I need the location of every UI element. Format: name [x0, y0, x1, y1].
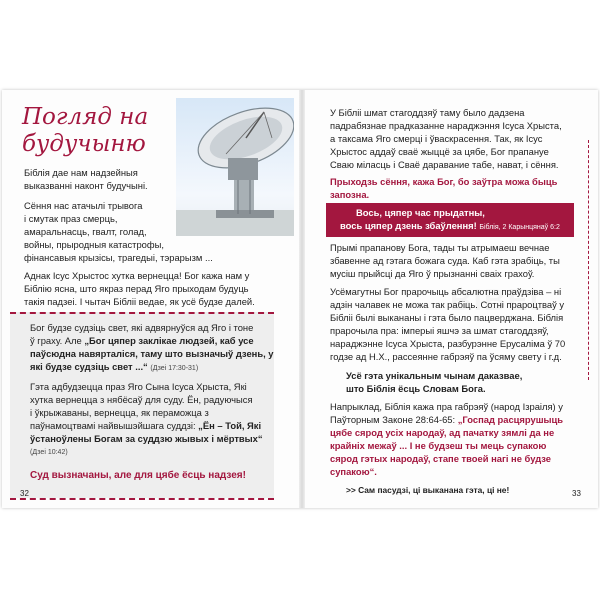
- p1-line-3: а таксама Яго смерці і ўваскрасення. Так, як Ісус: [330, 133, 543, 144]
- p4-line-1: Усё гэта унікальным чынам даказвае,: [346, 370, 523, 381]
- box-line-5: Гэта адбудзецца праз Яго Сына Ісуса Хрыста, Які: [30, 381, 247, 392]
- p1-line-1: У Бібліі шмат стагоддзяў таму было дадзена: [330, 107, 525, 118]
- p2-line-2: збавенне ад гэтага божага суда. Каб гэта зрабіць, ты: [330, 255, 560, 266]
- box-line-6: хутка вернецца з нябёсаў для суду. Ён, радуючыся: [30, 394, 253, 405]
- box-reference-2: (Дзеі 10:42): [30, 449, 68, 456]
- p1-line-4: Хрыстос аддаў сваё жыццё за цябе, Бог прапануе: [330, 146, 549, 157]
- box-line-7: і ўкрыжаваны, вернецца, як пераможца з: [30, 407, 209, 418]
- box-line-2-text: ў граху. Але: [30, 335, 85, 346]
- box-line-2-quote: „Бог цяпер заклікае людзей, каб усе: [84, 335, 254, 346]
- box-line-1: Бог будзе судзіць свет, які адвярнуўся ад Яго і тоне: [30, 322, 254, 333]
- p3-line-2: адзін чалавек не можа так рабіць. Сотні прароцтваў у: [330, 299, 565, 310]
- box-line-4-quote: які будзе судзіць свет ...“: [30, 361, 148, 372]
- call-line-1: Прыходзь сёння, кажа Бог, бо заўтра можа быць: [330, 176, 558, 187]
- p3-line-3: Бібліі былі выкананы і гэта было пацверджана. Біблія: [330, 312, 564, 323]
- para-line-1: Аднак Ісус Хрыстос хутка вернецца! Бог кажа нам у: [24, 270, 250, 281]
- verse-line-1: Вось, цяпер час прыдатны,: [356, 207, 485, 218]
- p5-line-1: Напрыклад, Біблія кажа пра габрэяў (народ Ізраіля) у: [330, 401, 563, 412]
- quote-box-top-border: [10, 312, 274, 314]
- book-gutter: [299, 90, 305, 508]
- verse-reference: Біблія, 2 Карынцянаў 6:2: [479, 224, 560, 231]
- list-line-3: амаральнасць, гвалт, голад,: [24, 226, 147, 237]
- title-line-2: будучыню: [22, 131, 146, 157]
- box-reference-1: (Дзеі 17:30-31): [150, 365, 199, 372]
- p1-line-5: Сваю міласць і Сваё даравание табе, нават, і сёння.: [330, 159, 559, 170]
- p5-line-5: сярод гэтых народаў, стапе твоей нагі не будзе: [330, 453, 552, 464]
- right-margin-rule: [588, 140, 589, 380]
- verse-line-2: [340, 220, 560, 234]
- p3-line-1: Усёмагутны Бог прарочыць абсалютна праўдзіва – ні: [330, 286, 562, 297]
- list-line-4: войны, прыродныя катастрофы,: [24, 239, 164, 250]
- box-closing-line: Суд вызначаны, але для цябе ёсць надзея!: [30, 470, 246, 481]
- p5-line-2: [330, 414, 563, 426]
- box-line-9: ўстаноўлены Богам за суддзю жывых і мёртвых“: [30, 433, 263, 444]
- intro-line-2: выказванні наконт будучыні.: [24, 180, 148, 191]
- left-page-number: 32: [20, 489, 29, 498]
- box-line-4: [30, 361, 198, 375]
- right-page-number: 33: [572, 489, 581, 498]
- page-title: [22, 104, 148, 158]
- p3-line-5: нараджэнне Ісуса Хрыста, разбурэнне Ерусаліма ў 70: [330, 338, 566, 349]
- p2-line-1: Прымі прапанову Бога, тады ты атрымаеш вечнае: [330, 242, 550, 253]
- box-line-8-text: паўнамоцтвамі найвышэйшага суддзі:: [30, 420, 199, 431]
- p5-line-2-text: Паўторным Законе 28:64-65:: [330, 414, 458, 425]
- p5-line-6: супакою“.: [330, 466, 377, 477]
- radio-telescope-dish-illustration: [176, 98, 294, 236]
- para-line-2: Біблію ясна, што якраз перад Яго прыходам будуць: [24, 283, 249, 294]
- list-line-1: Сёння нас атачылі трывога: [24, 200, 143, 211]
- verse-highlight-bar: [326, 203, 574, 237]
- list-line-5: фінансавыя крызісы, трагедыі, тэрарызм ...: [24, 252, 213, 263]
- quote-box-bottom-border: [10, 498, 274, 500]
- box-line-2: [30, 335, 254, 347]
- verse-line-2-text: вось цяпер дзень збаўлення!: [340, 220, 477, 231]
- p1-line-2: падрабязнае прадказанне нараджэння Ісуса Хрыста,: [330, 120, 562, 131]
- intro-line-1: Біблія дае нам надзейныя: [24, 167, 138, 178]
- box-line-8-quote: „Ён – Той, Які: [198, 420, 262, 431]
- p5-line-2-quote: „Госпад расцярушыць: [457, 414, 564, 425]
- call-line-2: запозна.: [330, 189, 370, 200]
- telescope-image: [176, 98, 294, 236]
- p4-line-2: што Біблія ёсць Словам Бога.: [346, 383, 486, 394]
- box-line-8: [30, 420, 261, 432]
- p3-line-6: годзе ад Н.Х., рассеянне габрэяў па ўсяму свету і г.д.: [330, 351, 562, 362]
- p5-line-4: крайніх межаў ... І не будзеш ты мець супакою: [330, 440, 547, 451]
- para-line-3: такія падзеі. І чытач Бібліі ведае, як усё будзе далей.: [24, 296, 255, 307]
- p3-line-4: прарочыла пра: імперыі яшчэ за шмат стагоддзяў,: [330, 325, 549, 336]
- box-line-3: паўсюдна навярталіся, таму што вызначыў дзень, у: [30, 348, 274, 359]
- list-line-2: і смутак праз смерць,: [24, 213, 118, 224]
- closing-note: >> Сам пасудзі, ці выканана гэта, ці не!: [346, 485, 510, 495]
- p2-line-3: мусіш прыйсці да Яго ў прызнанні сваіх грахоў.: [330, 268, 535, 279]
- title-line-1: Погляд на: [22, 104, 149, 130]
- p5-line-3: цябе сярод усіх народаў, ад пачатку зямлі да не: [330, 427, 555, 438]
